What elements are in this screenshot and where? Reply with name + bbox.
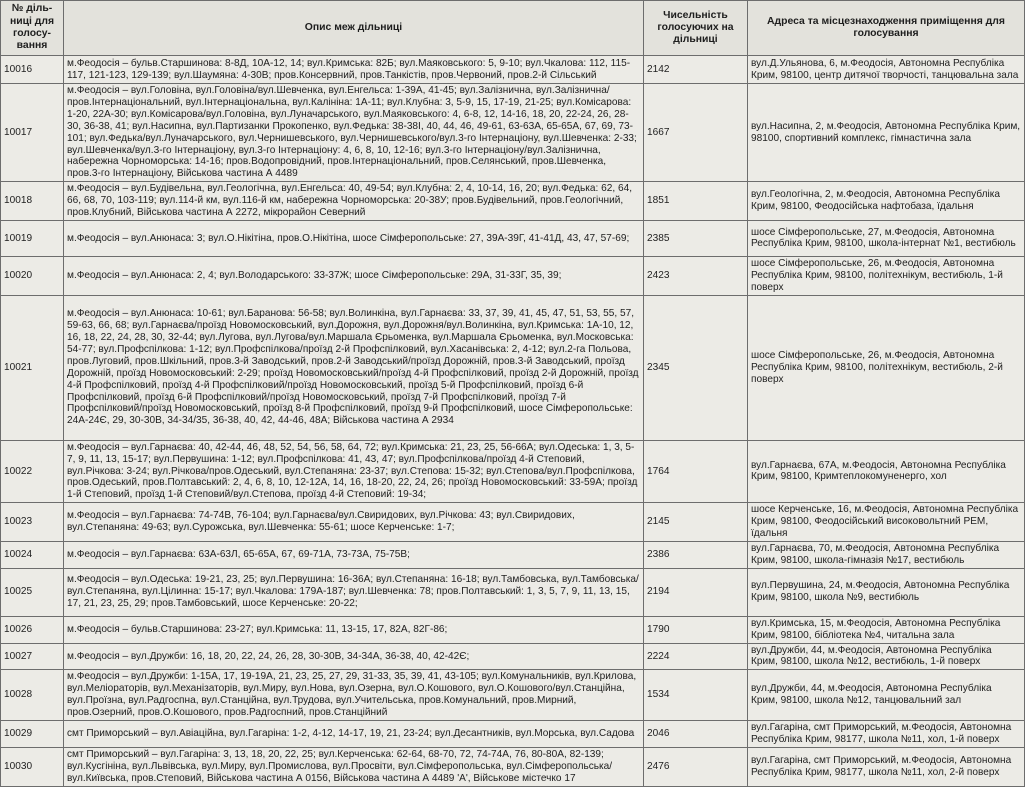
polling-address-cell: вул.Гарнаєва, 70, м.Феодосія, Автономна Республіка Крим, 98100, школа-гімназія №17, вестибюль [748,541,1025,568]
district-number-cell: 10030 [1,747,64,786]
district-number-cell: 10026 [1,616,64,643]
district-description-cell: м.Феодосія – вул.Дружби: 1-15А, 17, 19-19А, 21, 23, 25, 27, 29, 31-33, 35, 39, 41, 43-105; вул.Комунальників, вул.Крилова, вул.Меліораторів, вул.Механізаторів, вул.Миру, вул.Нова, вул.Озерна, вул.О.Кошового, вул.О.Кошового/вул.Станційна, вул.Проїзна, вул.Радгоспна, вул.Станційна, вул.Трудова, вул.Учительська, пров.Комунальний, пров.Мирний, пров.Озерний, пров.О.Кошового, пров.Радгоспний, пров.Станційний [64,670,644,721]
district-number-cell: 10025 [1,568,64,616]
district-number-cell: 10018 [1,182,64,221]
voter-count-cell: 2423 [644,256,748,295]
polling-address-cell: шосе Керченське, 16, м.Феодосія, Автономна Республіка Крим, 98100, Феодосійський високовольтний РЕМ, їдальня [748,503,1025,542]
header-description: Опис меж дільниці [64,1,644,56]
district-description-cell: м.Феодосія – вул.Одеська: 19-21, 23, 25; вул.Первушина: 16-36А; вул.Степаняна: 16-18; вул.Тамбовська, вул.Тамбовська/вул.Степаняна, вул.Цілинна: 15-17; вул.Чкалова: 179А-187; вул.Шевченка: 78; пров.Полтавський: 1, 3, 5, 7, 9, 11, 13, 15, 17, 21, 23, 25, 29; пров.Тамбовський, шосе Керченське: 20-22; [64,568,644,616]
table-row [1,503,1025,542]
table-row [1,747,1025,786]
table-row [1,56,1025,84]
table-row [1,295,1025,440]
polling-address-cell: вул.Насипна, 2, м.Феодосія, Автономна Республіка Крим, 98100, спортивний комплекс, гімнастична зала [748,84,1025,182]
voter-count-cell: 2194 [644,568,748,616]
district-number-cell: 10024 [1,541,64,568]
district-number-cell: 10028 [1,670,64,721]
table-row [1,182,1025,221]
district-number-cell: 10019 [1,220,64,256]
voter-count-cell: 1790 [644,616,748,643]
district-description-cell: смт Приморський – вул.Авіаційна, вул.Гагаріна: 1-2, 4-12, 14-17, 19, 21, 23-24; вул.Десантників, вул.Морська, вул.Садова [64,721,644,748]
voter-count-cell: 2145 [644,503,748,542]
voter-count-cell: 2476 [644,747,748,786]
district-description-cell: м.Феодосія – вул.Анюнаса: 10-61; вул.Баранова: 56-58; вул.Волинкіна, вул.Гарнаєва: 33, 37, 39, 41, 45, 47, 51, 53, 55, 57, 59-63, 66, 68; вул.Гарнаєва/проїзд Новомосковський, вул.Дорожня, вул.Дорожня/вул.Волинкіна, вул.Кримська: 1А-10, 12, 16, 18, 22, 24, 28, 30, 32-44; вул.Лугова, вул.Лугова/вул.Маршала Єрьоменка, вул.Маршала Єрьоменка, вул.Московська: 54-77; вул.Профспілкова: 1-12; вул.Профспілкова/проїзд 2-й Профспілковий, вул.Хасанівська: 2, 4-12; вул.2-га Польова, пров.Луговий, пров.Шкільний, пров.3-й Заводський, пров.2-й Заводський/проїзд Дорожній, пров.3-й Заводський, проїзд Дорожній, проїзд Новомосковський: 2-29; проїзд Новомосковський/проїзд 4-й Профспілковий, проїзд 2-й Дорожній, проїзд 4-й Профспілковий, проїзд 4-й Профспілковий/проїзд Новомосковський, проїзд 5-й Профспілковий, проїзд 6-й Профспілковий, проїзд 6-й Профспілковий/проїзд Новомосковський, проїзд 7-й Профспілковий, проїзд 7-й Профспілковий/проїзд Новомосковський, проїзд 8-й Профспілковий, проїзд 9-й Профспілковий, шосе Сімферопольське: 24А-24Є, 29, 30-30В, 34-34/35, 36-38, 40, 42, 44-46, 48А; Військова частина А 2934 [64,295,644,440]
voter-count-cell: 2385 [644,220,748,256]
voter-count-cell: 2224 [644,643,748,670]
polling-address-cell: вул.Кримська, 15, м.Феодосія, Автономна Республіка Крим, 98100, бібліотека №4, читальна зала [748,616,1025,643]
header-number: № діль-ниці для голосу-вання [1,1,64,56]
district-number-cell: 10021 [1,295,64,440]
polling-address-cell: вул.Дружби, 44, м.Феодосія, Автономна Республіка Крим, 98100, школа №12, танцювальний зал [748,670,1025,721]
polling-address-cell: вул.Д.Ульянова, 6, м.Феодосія, Автономна Республіка Крим, 98100, центр дитячої творчості, танцювальна зала [748,56,1025,84]
polling-address-cell: вул.Гагаріна, смт Приморський, м.Феодосія, Автономна Республіка Крим, 98177, школа №11, хол, 1-й поверх [748,721,1025,748]
polling-address-cell: вул.Первушина, 24, м.Феодосія, Автономна Республіка Крим, 98100, школа №9, вестибюль [748,568,1025,616]
table-row [1,440,1025,503]
table-row [1,568,1025,616]
district-number-cell: 10020 [1,256,64,295]
table-body [1,56,1025,787]
district-number-cell: 10022 [1,440,64,503]
table-row [1,670,1025,721]
voter-count-cell: 1764 [644,440,748,503]
district-description-cell: м.Феодосія – вул.Гарнаєва: 40, 42-44, 46, 48, 52, 54, 56, 58, 64, 72; вул.Кримська: 21, 23, 25, 56-66А; вул.Одеська: 1, 3, 5-7, 9, 11, 13, 15-17; вул.Первушина: 1-12; вул.Профспілкова: 41, 43, 47; вул.Профспілкова/проїзд 4-й Степовий, вул.Річкова: 3-24; вул.Річкова/пров.Одеський, вул.Степаняна: 23-37; вул.Степова: 15-32; вул.Степова/вул.Профспілкова, пров.Одеський, пров.Полтавський: 2, 4, 6, 8, 10, 12-12А, 14, 16, 18-20, 22, 24, 26; проїзд Новомосковський: 33-59А; проїзд 1-й Степовий, проїзд 1-й Степовий/вул.Степова, проїзд 4-й Степовий: 19-34; [64,440,644,503]
header-address: Адреса та місцезнаходження приміщення для голосування [748,1,1025,56]
table-row [1,721,1025,748]
header-row [1,1,1025,56]
table-row [1,256,1025,295]
table-row [1,541,1025,568]
polling-address-cell: шосе Сімферопольське, 26, м.Феодосія, Автономна Республіка Крим, 98100, політехнікум, вестибюль, 2-й поверх [748,295,1025,440]
table-row [1,220,1025,256]
table-row [1,643,1025,670]
district-number-cell: 10016 [1,56,64,84]
table-row [1,84,1025,182]
table-header [1,1,1025,56]
district-description-cell: смт Приморський – вул.Гагаріна: 3, 13, 18, 20, 22, 25; вул.Керченська: 62-64, 68-70, 72, 74-74А, 76, 80-80А, 82-139; вул.Кусгініна, вул.Львівська, вул.Миру, вул.Промислова, вул.Просвіти, вул.Сімферопольська, вул.Сімферопольська/вул.Київська, пров.Степовий, Військова частина А 0156, Військова частина А 4489 'А', Військове містечко 17 [64,747,644,786]
polling-address-cell: вул.Гагаріна, смт Приморський, м.Феодосія, Автономна Республіка Крим, 98177, школа №11, хол, 2-й поверх [748,747,1025,786]
district-description-cell: м.Феодосія – вул.Гарнаєва: 74-74В, 76-104; вул.Гарнаєва/вул.Свиридових, вул.Річкова: 43; вул.Свиридових, вул.Степаняна: 49-63; вул.Сурожська, вул.Шевченка: 55-61; шосе Керченське: 1-7; [64,503,644,542]
district-number-cell: 10023 [1,503,64,542]
voter-count-cell: 1667 [644,84,748,182]
district-description-cell: м.Феодосія – вул.Головіна, вул.Головіна/вул.Шевченка, вул.Енгельса: 1-39А, 41-45; вул.Залізнична, вул.Залізнична/пров.Інтернаціональний, вул.Інтернаціональна, вул.Калініна: 1А-11; вул.Клубна: 3, 5-9, 15, 17-19, 21-25; вул.Комісарова: 1-20, 22А-30; вул.Комісарова/вул.Головіна, вул.Луначарського, вул.Маяковського: 4, 6-8, 12, 14-16, 18, 20, 22-24, 26, 28-30, 36-38, 41; вул.Насипна, вул.Партизанки Прокопенко, вул.Федька: 38-38І, 40, 44, 46, 49-61, 63-63А, 65-65А, 67, 69, 73-101; вул.Федька/вул.Луначарського, вул.Чернишевського, вул.Чернишевського/вул.3-го Інтернаціону, вул.Шевченка: 2-33; вул.Шевченка/вул.3-го Інтернаціону, вул.3-го Інтернаціону: 4, 6, 8, 10, 12-16; вул.3-го Інтернаціону/вул.Залізнична, набережна Чорноморська: 14-16; пров.Водопровідний, пров.Інтернаціональний, пров.Селянський, пров.Шевченка, пров.3-го Інтернаціону, Військова частина А 4489 [64,84,644,182]
district-number-cell: 10029 [1,721,64,748]
district-number-cell: 10027 [1,643,64,670]
district-description-cell: м.Феодосія – бульв.Старшинова: 23-27; вул.Кримська: 11, 13-15, 17, 82А, 82Г-86; [64,616,644,643]
voter-count-cell: 2046 [644,721,748,748]
district-number-cell: 10017 [1,84,64,182]
district-description-cell: м.Феодосія – вул.Будівельна, вул.Геологічна, вул.Енгельса: 40, 49-54; вул.Клубна: 2, 4, 10-14, 16, 20; вул.Федька: 62, 64, 66, 68, 70, 103-119; вул.114-й км, вул.116-й км, набережна Чорноморська: 20-38У; пров.Будівельний, пров.Геологічний, пров.Клубний, Військова частина А 2272, мікрорайон Северний [64,182,644,221]
district-description-cell: м.Феодосія – вул.Анюнаса: 2, 4; вул.Володарського: 33-37Ж; шосе Сімферопольське: 29А, 31-33Г, 35, 39; [64,256,644,295]
polling-address-cell: вул.Гарнаєва, 67А, м.Феодосія, Автономна Республіка Крим, 98100, Кримтеплокомуненерго, хол [748,440,1025,503]
polling-address-cell: вул.Геологічна, 2, м.Феодосія, Автономна Республіка Крим, 98100, Феодосійська нафтобаза, їдальня [748,182,1025,221]
polling-address-cell: шосе Сімферопольське, 27, м.Феодосія, Автономна Республіка Крим, 98100, школа-інтернат №1, вестибюль [748,220,1025,256]
table-row [1,616,1025,643]
district-description-cell: м.Феодосія – бульв.Старшинова: 8-8Д, 10А-12, 14; вул.Кримська: 82Б; вул.Маяковського: 5, 9-10; вул.Чкалова: 112, 115-117, 121-123, 129-139; вул.Шаумяна: 4-30В; пров.Консервний, пров.Танкістів, пров.Червоний, пров.2-й Сільський [64,56,644,84]
district-description-cell: м.Феодосія – вул.Гарнаєва: 63А-63Л, 65-65А, 67, 69-71А, 73-73А, 75-75В; [64,541,644,568]
voter-count-cell: 2142 [644,56,748,84]
polling-address-cell: шосе Сімферопольське, 26, м.Феодосія, Автономна Республіка Крим, 98100, політехнікум, вестибюль, 1-й поверх [748,256,1025,295]
voter-count-cell: 2386 [644,541,748,568]
polling-address-cell: вул.Дружби, 44, м.Феодосія, Автономна Республіка Крим, 98100, школа №12, вестибюль, 1-й поверх [748,643,1025,670]
voter-count-cell: 1851 [644,182,748,221]
district-description-cell: м.Феодосія – вул.Дружби: 16, 18, 20, 22, 24, 26, 28, 30-30В, 34-34А, 36-38, 40, 42-42Є; [64,643,644,670]
voter-count-cell: 1534 [644,670,748,721]
district-description-cell: м.Феодосія – вул.Анюнаса: 3; вул.О.Нікітіна, пров.О.Нікітіна, шосе Сімферопольське: 27, 39А-39Г, 41-41Д, 43, 47, 57-69; [64,220,644,256]
header-voters: Чисельність голосуючих на дільниці [644,1,748,56]
voter-count-cell: 2345 [644,295,748,440]
